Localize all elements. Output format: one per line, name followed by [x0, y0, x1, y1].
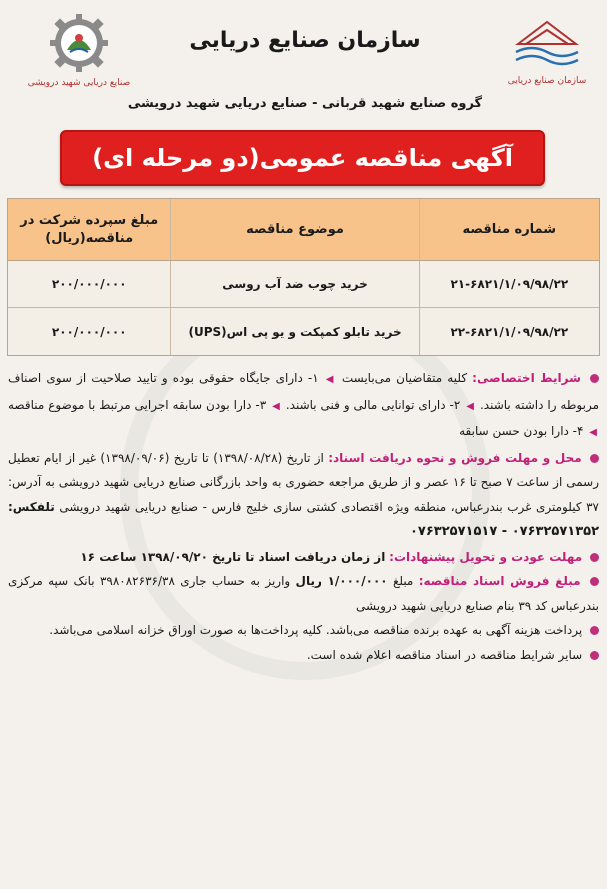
other-paragraph [8, 643, 599, 668]
triangle-icon: ◀ [325, 374, 335, 385]
condition-item-2: ۲- دارای توانایی مالی و فنی باشند. [285, 397, 461, 412]
header-number: شماره مناقصه [462, 221, 557, 237]
payment-paragraph [8, 618, 599, 643]
left-logo [20, 14, 138, 104]
table-header [8, 199, 599, 261]
phone-label: تلفکس: [8, 499, 55, 514]
deadline-label: مهلت عودت و تحویل پیشنهادات: [389, 549, 583, 564]
table-row [8, 261, 599, 308]
condition-item-4: ۴- دارا بودن حسن سابقه [459, 424, 584, 438]
triangle-icon: ◀ [272, 400, 280, 412]
price-text-a: مبلغ [392, 574, 414, 588]
right-logo-caption: سازمان صنایع دریایی [507, 76, 587, 86]
header-subject: موضوع مناقصه [170, 199, 419, 260]
price-paragraph [8, 569, 599, 618]
banner-title: آگهی مناقصه عمومی(دو مرحله ای) [92, 144, 513, 172]
row-number: ۲۱-۶۸۲۱/۱/۰۹/۹۸/۲۲ [450, 277, 569, 291]
bullet-icon [590, 626, 599, 635]
tender-table [7, 198, 600, 356]
table-row [8, 308, 599, 355]
tender-body [8, 366, 599, 667]
sale-text: از تاریخ (۱۳۹۸/۰۸/۲۸) تا تاریخ (۱۳۹۸/۰۹/۰۶) غیر از ایام تعطیل رسمی از ساعت ۷ صبح تا ۱۶ عصر و از طریق مراجعه حضوری به واحد بازرگانی صنایع دریایی شهید درویشی به آدرس: ۳۷ کیلومتری غرب بندرعباس، منطقه ویژه اقتصادی کشتی سازی خلیج فارس - صنایع دریایی شهید درویشی [8, 450, 600, 514]
row-deposit: ۲۰۰/۰۰۰/۰۰۰ [51, 324, 127, 339]
conditions-paragraph [8, 366, 599, 446]
bullet-icon [590, 577, 599, 586]
sale-paragraph [8, 446, 599, 545]
row-deposit: ۲۰۰/۰۰۰/۰۰۰ [51, 277, 127, 291]
condition-item-1: ۱- دارای جایگاه حقوقی بوده و تایید صلاحیت از سوی اصناف مربوطه را داشته باشند. [8, 371, 600, 412]
price-label: مبلغ فروش اسناد مناقصه: [418, 574, 581, 588]
row-subject: خرید چوب ضد آب روسی [170, 261, 419, 307]
bullet-icon [590, 553, 599, 562]
conditions-label: شرایط اختصاصی: [472, 371, 581, 385]
right-logo [499, 14, 595, 104]
gear-logo-icon [50, 14, 108, 72]
bullet-icon [590, 454, 599, 463]
triangle-icon: ◀ [466, 400, 475, 412]
bullet-icon [590, 651, 599, 660]
price-text-b: واریز به حساب جاری ۳۹۸۰۸۲۶۳۶/۳۸ بانک سپه مرکزی بندرعباس کد ۳۹ بنام صنایع دریایی شهید درویشی [8, 574, 599, 613]
deadline-text: از زمان دریافت اسناد تا تاریخ ۱۳۹۸/۰۹/۲۰ ساعت ۱۶ [80, 549, 386, 564]
phone-numbers: ۰۷۶۳۲۵۷۱۳۵۲ - ۰۷۶۳۲۵۷۱۵۱۷ [409, 524, 599, 539]
price-amount: ۱/۰۰۰/۰۰۰ ریال [295, 574, 388, 588]
organization-subtitle: گروه صنایع شهید قربانی - صنایع دریایی شهید درویشی [127, 96, 483, 111]
bullet-icon [590, 374, 599, 383]
header-deposit: مبلغ سپرده شرکت در مناقصه(ریال) [20, 212, 159, 246]
triangle-icon: ◀ [589, 427, 597, 438]
row-subject: خرید تابلو کمپکت و یو پی اس(UPS) [170, 308, 419, 355]
deadline-paragraph [8, 545, 599, 570]
other-text: سایر شرایط مناقصه در اسناد مناقصه اعلام شده است. [306, 647, 583, 662]
organization-title: سازمان صنایع دریایی [189, 28, 421, 53]
left-logo-caption: صنایع دریایی شهید درویشی [27, 78, 131, 88]
conditions-intro: کلیه متقاضیان می‌بایست [341, 371, 468, 385]
sale-label: محل و مهلت فروش و نحوه دریافت اسناد: [328, 450, 582, 465]
payment-text: پرداخت هزینه آگهی به عهده برنده مناقصه می‌باشد. کلیه پرداخت‌ها به صورت اوراق خزانه اسلامی می‌باشد. [49, 623, 583, 637]
condition-item-3: ۳- دارا بودن سابقه اجرایی مرتبط با موضوع مناقصه [8, 397, 267, 412]
row-number: ۲۲-۶۸۲۱/۱/۰۹/۹۸/۲۲ [450, 324, 569, 339]
header [0, 0, 607, 130]
ship-logo-icon [512, 14, 582, 70]
tender-banner [60, 130, 545, 186]
